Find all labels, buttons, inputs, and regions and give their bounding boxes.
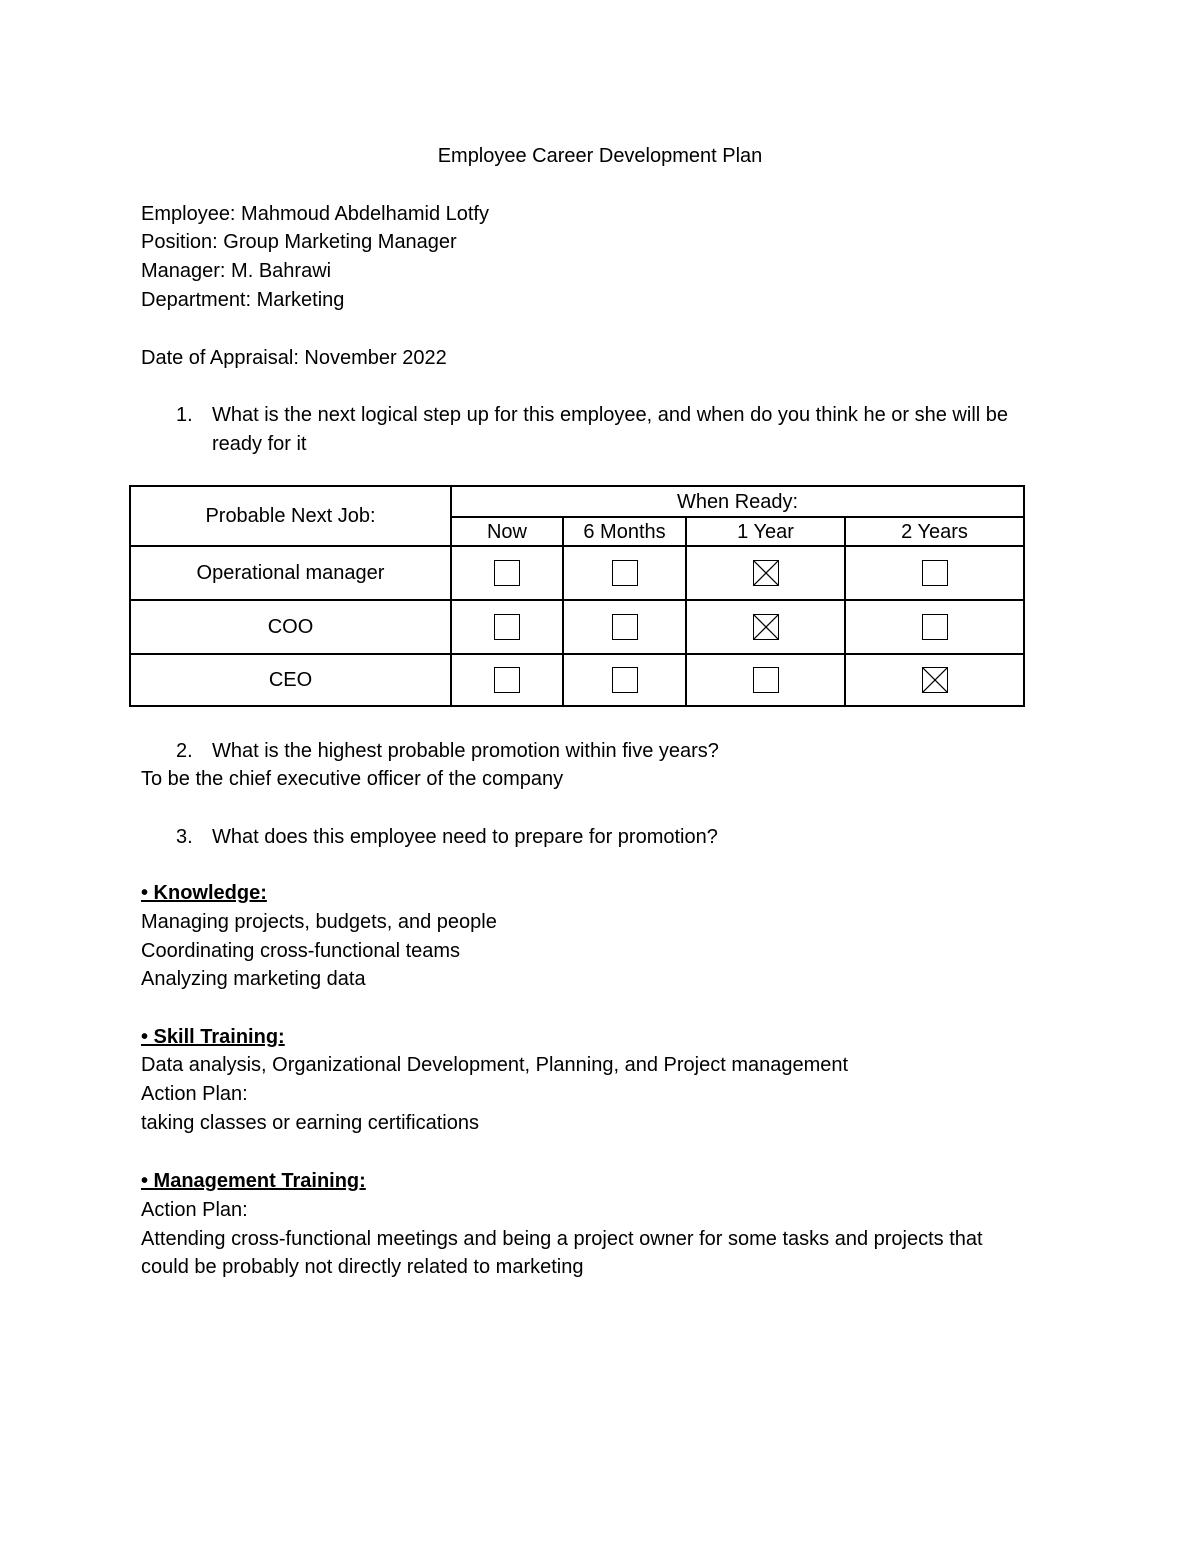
knowledge-item: Managing projects, budgets, and people	[141, 911, 497, 933]
job-title: CEO	[130, 654, 451, 706]
appraisal-date: Date of Appraisal: November 2022	[141, 347, 447, 369]
table-row	[130, 600, 1024, 654]
check-x-icon	[923, 668, 947, 692]
table-row	[130, 654, 1024, 706]
checkbox[interactable]	[753, 667, 779, 693]
checkbox-checked[interactable]	[753, 614, 779, 640]
management-training-item: Attending cross-functional meetings and being a project owner for some tasks and projects that	[141, 1228, 983, 1250]
checkbox[interactable]	[494, 560, 520, 586]
question-1-number: 1.	[176, 404, 193, 426]
checkbox-checked[interactable]	[922, 667, 948, 693]
checkbox[interactable]	[612, 614, 638, 640]
readiness-table	[129, 485, 1025, 707]
question-2-answer: To be the chief executive officer of the company	[141, 768, 564, 790]
employee-department: Department: Marketing	[141, 289, 345, 311]
checkbox-checked[interactable]	[753, 560, 779, 586]
question-2-number: 2.	[176, 740, 193, 762]
management-training-item: Action Plan:	[141, 1199, 248, 1221]
knowledge-item: Coordinating cross-functional teams	[141, 940, 461, 962]
employee-position: Position: Group Marketing Manager	[141, 231, 457, 253]
question-3-text: What does this employee need to prepare for promotion?	[212, 826, 718, 848]
employee-name: Employee: Mahmoud Abdelhamid Lotfy	[141, 203, 489, 225]
column-header: 1 Year	[686, 517, 845, 546]
skill-training-item: Action Plan:	[141, 1083, 248, 1105]
question-1-text: What is the next logical step up for this employee, and when do you think he or she will be ready for it	[212, 404, 1009, 455]
checkbox[interactable]	[494, 667, 520, 693]
job-title: Operational manager	[130, 546, 451, 600]
column-header: 6 Months	[563, 517, 686, 546]
table-row	[130, 546, 1024, 600]
management-training-item: could be probably not directly related to marketing	[141, 1256, 584, 1278]
check-x-icon	[754, 615, 778, 639]
checkbox[interactable]	[612, 667, 638, 693]
question-3-number: 3.	[176, 826, 193, 848]
question-2-text: What is the highest probable promotion within five years?	[212, 740, 719, 762]
job-title: COO	[130, 600, 451, 654]
column-header: Now	[451, 517, 563, 546]
checkbox[interactable]	[922, 560, 948, 586]
management-training-heading: • Management Training:	[141, 1170, 366, 1192]
skill-training-item: Data analysis, Organizational Development, Planning, and Project management	[141, 1054, 849, 1076]
skill-training-item: taking classes or earning certifications	[141, 1112, 479, 1134]
knowledge-heading: • Knowledge:	[141, 882, 267, 904]
employee-manager: Manager: M. Bahrawi	[141, 260, 332, 282]
checkbox[interactable]	[494, 614, 520, 640]
checkbox[interactable]	[612, 560, 638, 586]
skill-training-heading: • Skill Training:	[141, 1026, 285, 1048]
knowledge-item: Analyzing marketing data	[141, 968, 366, 990]
column-header: 2 Years	[845, 517, 1024, 546]
check-x-icon	[754, 561, 778, 585]
checkbox[interactable]	[922, 614, 948, 640]
job-header: Probable Next Job:	[130, 486, 451, 546]
document-title: Employee Career Development Plan	[437, 145, 763, 167]
when-ready-header: When Ready:	[451, 486, 1024, 517]
